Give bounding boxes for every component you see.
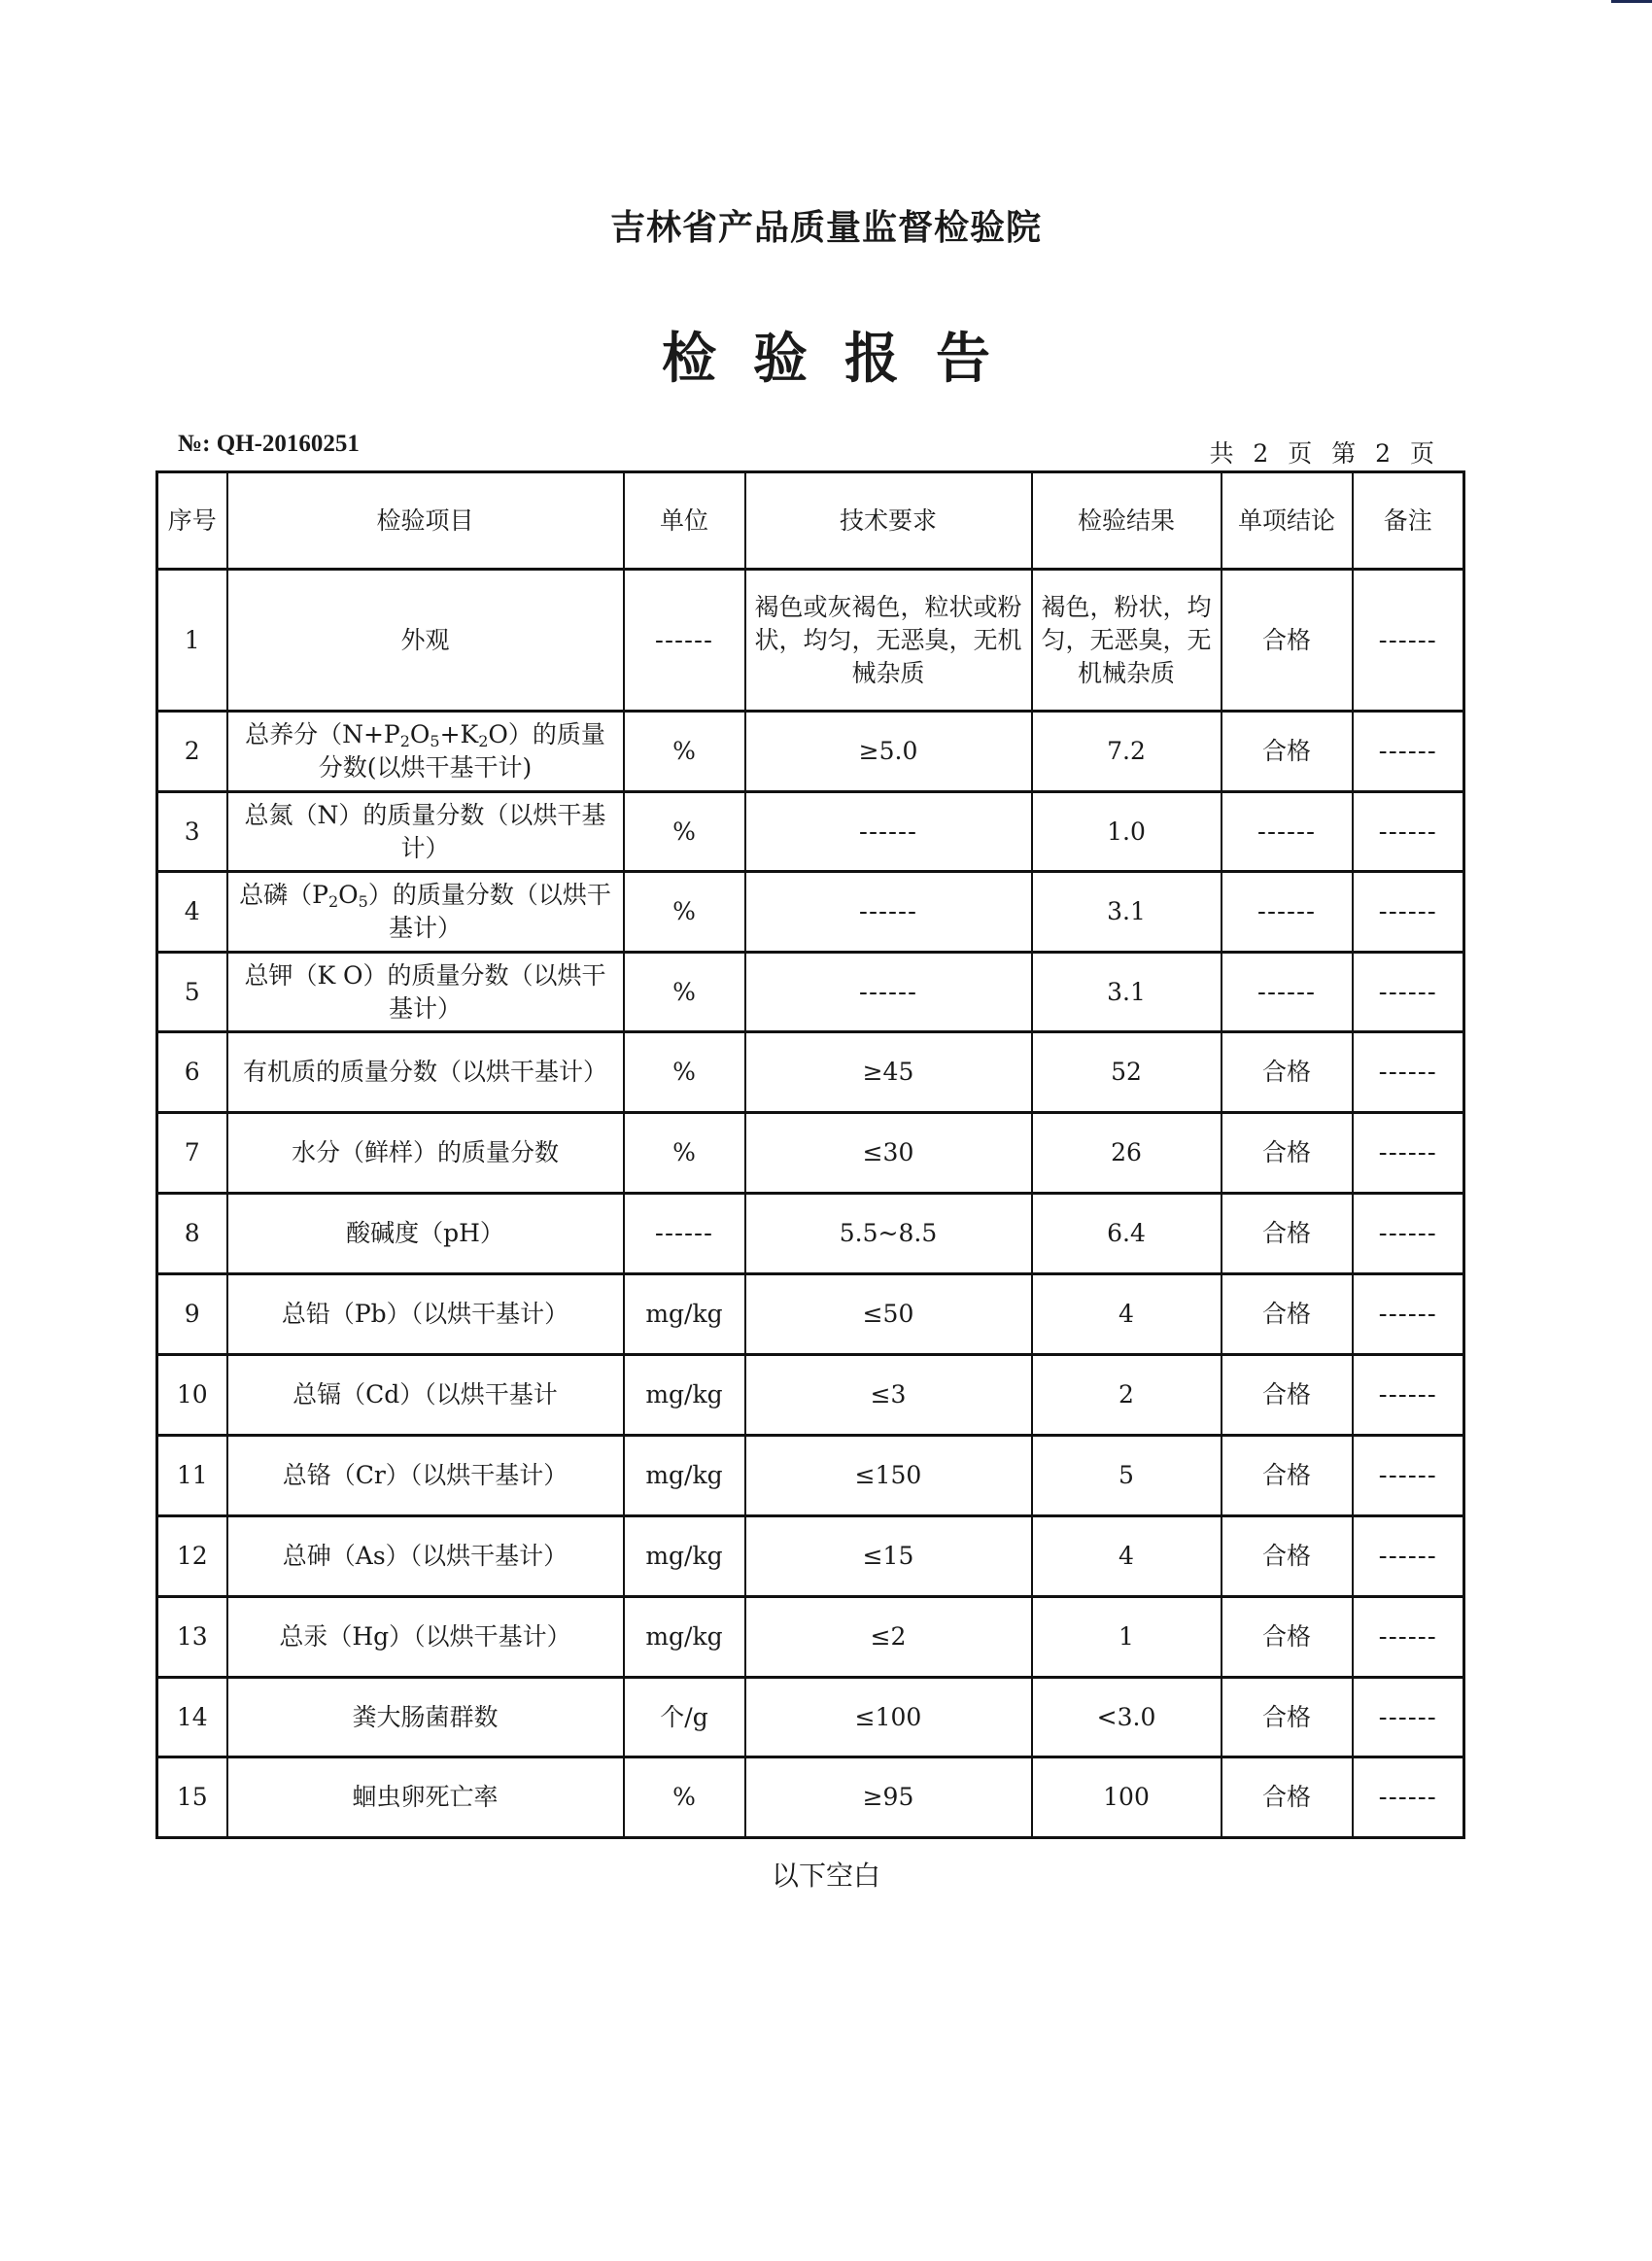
table-row [157,1274,1464,1355]
cell-remark: ------ [1353,1355,1464,1436]
table-row [157,792,1464,872]
cell-no: 7 [157,1113,227,1194]
cell-requirement: ------ [745,953,1032,1032]
cell-conclusion: 合格 [1222,1436,1353,1516]
cell-conclusion: 合格 [1222,1597,1353,1678]
cell-requirement: ≥95 [745,1757,1032,1838]
cell-remark: ------ [1353,1516,1464,1597]
table-row [157,1194,1464,1274]
table-row [157,1032,1464,1113]
cell-no: 2 [157,712,227,792]
cell-no: 1 [157,570,227,712]
cell-requirement: ------ [745,872,1032,953]
cell-no: 11 [157,1436,227,1516]
cell-unit: mg/kg [624,1516,745,1597]
inspection-results-table [155,470,1465,1839]
cell-remark: ------ [1353,1274,1464,1355]
cell-unit: ------ [624,1194,745,1274]
page-info: 共 2 页 第 2 页 [1209,439,1440,468]
cell-unit: ------ [624,570,745,712]
cell-result: 1 [1032,1597,1222,1678]
cell-requirement: ≤150 [745,1436,1032,1516]
cell-unit: mg/kg [624,1597,745,1678]
cell-item: 总镉（Cd）（以烘干基计 [227,1355,624,1436]
cell-remark: ------ [1353,1436,1464,1516]
cell-remark: ------ [1353,872,1464,953]
cell-remark: ------ [1353,1194,1464,1274]
cell-requirement: ≤100 [745,1678,1032,1757]
cell-no: 12 [157,1516,227,1597]
cell-no: 15 [157,1757,227,1838]
cell-item: 总钾（K O）的质量分数（以烘干基计） [227,953,624,1032]
header-result: 检验结果 [1032,472,1222,570]
cell-result: 3.1 [1032,872,1222,953]
cell-result: 100 [1032,1757,1222,1838]
cell-remark: ------ [1353,1597,1464,1678]
cell-requirement: 褐色或灰褐色，粒状或粉状，均匀，无恶臭，无机械杂质 [745,570,1032,712]
cell-no: 13 [157,1597,227,1678]
table-row [157,1355,1464,1436]
table-row [157,1678,1464,1757]
cell-item: 水分（鲜样）的质量分数 [227,1113,624,1194]
cell-conclusion: 合格 [1222,570,1353,712]
table-row [157,872,1464,953]
header-unit: 单位 [624,472,745,570]
cell-no: 9 [157,1274,227,1355]
report-number: №: QH-20160251 [178,431,360,457]
cell-remark: ------ [1353,1113,1464,1194]
table-row [157,953,1464,1032]
cell-conclusion: ------ [1222,872,1353,953]
cell-result: 3.1 [1032,953,1222,1032]
cell-requirement: ≥45 [745,1032,1032,1113]
cell-item: 总砷（As）（以烘干基计） [227,1516,624,1597]
cell-item: 有机质的质量分数（以烘干基计） [227,1032,624,1113]
cell-no: 3 [157,792,227,872]
cell-conclusion: 合格 [1222,1355,1353,1436]
cell-remark: ------ [1353,712,1464,792]
cell-item: 酸碱度（pH） [227,1194,624,1274]
cell-unit: % [624,872,745,953]
cell-unit: 个/g [624,1678,745,1757]
cell-unit: mg/kg [624,1274,745,1355]
cell-item: 总磷$(P_2O_5)$的质量分数（以烘干基计） [227,872,624,953]
cell-item: 总养分$(N+P_2O_5+K_2O)$的质量分数(以烘干基干计) [227,712,624,792]
organization-name: 吉林省产品质量监督检验院 [609,208,1042,248]
header-conclusion: 单项结论 [1222,472,1353,570]
cell-item: 蛔虫卵死亡率 [227,1757,624,1838]
table-row [157,570,1464,712]
table-row [157,1436,1464,1516]
cell-conclusion: 合格 [1222,1194,1353,1274]
cell-item: 总铅（Pb）（以烘干基计） [227,1274,624,1355]
cell-result: 6.4 [1032,1194,1222,1274]
table-row [157,1113,1464,1194]
cell-unit: % [624,792,745,872]
cell-remark: ------ [1353,1757,1464,1838]
cell-item: 总汞（Hg）（以烘干基计） [227,1597,624,1678]
cell-result: 1.0 [1032,792,1222,872]
cell-unit: mg/kg [624,1436,745,1516]
header-item: 检验项目 [227,472,624,570]
cell-result: 2 [1032,1355,1222,1436]
cell-item: 总铬（Cr）（以烘干基计） [227,1436,624,1516]
table-row [157,712,1464,792]
cell-remark: ------ [1353,1032,1464,1113]
table-row [157,1516,1464,1597]
cell-unit: mg/kg [624,1355,745,1436]
scan-corner-mark [1611,0,1652,3]
cell-requirement: ≥5.0 [745,712,1032,792]
table-row [157,1757,1464,1838]
cell-item: 粪大肠菌群数 [227,1678,624,1757]
header-no: 序号 [157,472,227,570]
cell-no: 5 [157,953,227,1032]
cell-item: 外观 [227,570,624,712]
cell-conclusion: 合格 [1222,712,1353,792]
cell-conclusion: ------ [1222,953,1353,1032]
cell-no: 8 [157,1194,227,1274]
cell-conclusion: 合格 [1222,1032,1353,1113]
cell-requirement: ≤30 [745,1113,1032,1194]
cell-no: 4 [157,872,227,953]
cell-conclusion: 合格 [1222,1274,1353,1355]
cell-unit: % [624,1757,745,1838]
cell-remark: ------ [1353,570,1464,712]
cell-no: 14 [157,1678,227,1757]
table-row [157,1597,1464,1678]
cell-remark: ------ [1353,1678,1464,1757]
cell-unit: % [624,712,745,792]
cell-conclusion: 合格 [1222,1678,1353,1757]
cell-requirement: ≤15 [745,1516,1032,1597]
cell-result: 7.2 [1032,712,1222,792]
cell-conclusion: 合格 [1222,1757,1353,1838]
header-requirement: 技术要求 [745,472,1032,570]
report-title: 检验报告 [662,328,1027,391]
cell-requirement: ------ [745,792,1032,872]
cell-unit: % [624,1032,745,1113]
cell-no: 6 [157,1032,227,1113]
cell-result: 褐色，粉状，均匀，无恶臭，无机械杂质 [1032,570,1222,712]
blank-below-note: 以下空白 [771,1860,880,1892]
header-remark: 备注 [1353,472,1464,570]
cell-remark: ------ [1353,953,1464,1032]
table-header-row [157,472,1464,570]
cell-unit: % [624,1113,745,1194]
cell-requirement: ≤2 [745,1597,1032,1678]
cell-no: 10 [157,1355,227,1436]
cell-requirement: ≤50 [745,1274,1032,1355]
cell-requirement: ≤3 [745,1355,1032,1436]
cell-result: 4 [1032,1274,1222,1355]
cell-result: 52 [1032,1032,1222,1113]
cell-remark: ------ [1353,792,1464,872]
cell-conclusion: ------ [1222,792,1353,872]
cell-conclusion: 合格 [1222,1113,1353,1194]
cell-result: 26 [1032,1113,1222,1194]
cell-requirement: 5.5~8.5 [745,1194,1032,1274]
cell-result: 4 [1032,1516,1222,1597]
cell-item: 总氮（N）的质量分数（以烘干基计） [227,792,624,872]
cell-conclusion: 合格 [1222,1516,1353,1597]
cell-result: 5 [1032,1436,1222,1516]
cell-result: <3.0 [1032,1678,1222,1757]
cell-unit: % [624,953,745,1032]
